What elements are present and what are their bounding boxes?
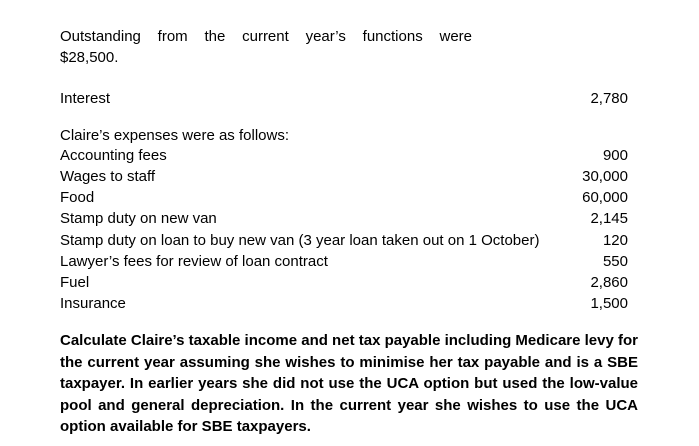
interest-label: Interest: [60, 90, 111, 107]
expense-amount: 30,000: [582, 168, 628, 185]
interest-amount: 2,780: [590, 90, 628, 107]
outstanding-line-2: $28,500.: [60, 49, 119, 66]
question-paragraph: Calculate Claire’s taxable income and net tax payable including Medicare levy for the current year assuming she wishes to minimise her tax payable and is a SBE taxpayer. In earlier years she did not use the UCA option but used the low-value pool and general depreciation. In the current year she wishes to use the UCA option available for SBE taxpayers.: [60, 332, 638, 435]
expense-amount: 900: [602, 147, 628, 164]
outstanding-line-1: Outstanding from the current year’s functions were: [60, 28, 472, 45]
expense-label: Accounting fees: [60, 147, 167, 164]
interest-row: [60, 88, 628, 109]
outstanding-paragraph: [60, 26, 472, 68]
expense-label: Fuel: [60, 274, 90, 291]
expense-row: [60, 208, 628, 229]
expense-row: [60, 230, 628, 251]
expense-row: [60, 187, 628, 208]
expense-amount: 2,145: [590, 210, 628, 227]
expense-row: [60, 166, 628, 187]
expense-label: Wages to staff: [60, 168, 156, 185]
expense-label: Food: [60, 189, 95, 206]
expense-row: [60, 251, 628, 272]
expense-amount: 1,500: [590, 295, 628, 312]
expense-amount: 60,000: [582, 189, 628, 206]
expense-label: Insurance: [60, 295, 126, 312]
expense-amount: 120: [602, 232, 628, 249]
expense-amount: 2,860: [590, 274, 628, 291]
expense-row: [60, 272, 628, 293]
expenses-heading: Claire’s expenses were as follows:: [60, 127, 289, 144]
expense-row: [60, 145, 628, 166]
expense-label: Stamp duty on loan to buy new van (3 year loan taken out on 1 October): [60, 232, 540, 249]
expense-amount: 550: [602, 253, 628, 270]
expense-row: [60, 293, 628, 314]
expense-label: Stamp duty on new van: [60, 210, 217, 227]
expense-label: Lawyer’s fees for review of loan contract: [60, 253, 328, 270]
